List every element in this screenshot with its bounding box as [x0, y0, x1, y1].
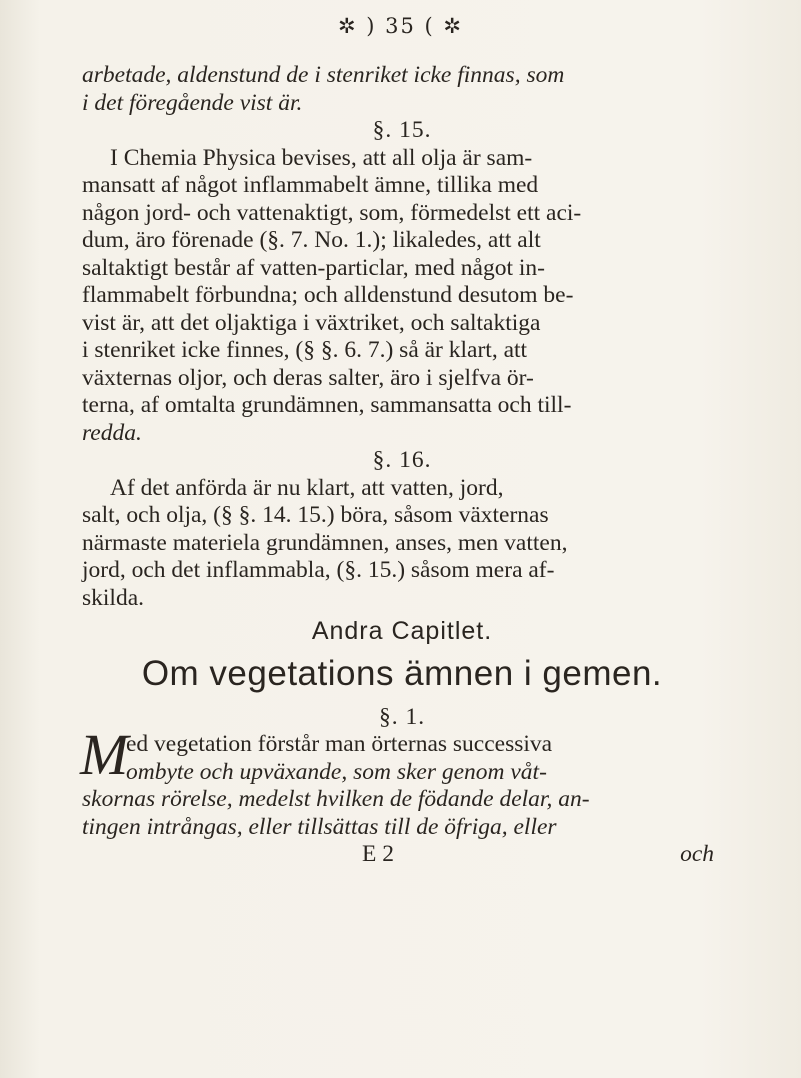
- text-line: växternas oljor, och deras salter, äro i sjelfva ör-: [82, 364, 534, 391]
- text-line: närmaste materiela grundämnen, anses, men vatten,: [82, 529, 568, 556]
- text-line: jord, och det inflammabla, (§. 15.) såsom mera af-: [82, 557, 555, 583]
- drop-capital: M: [80, 722, 129, 787]
- text-line: i stenriket icke finnes, (§ §. 6. 7.) så är klart, att: [82, 337, 528, 363]
- page-header: ✲ ) 35 ( ✲: [338, 14, 463, 38]
- text-line: terna, af omtalta grundämnen, sammansatta och till-: [82, 392, 572, 418]
- text-line: salt, och olja, (§ §. 14. 15.) böra, såsom växternas: [82, 502, 549, 528]
- text-line: saltaktigt består af vatten-particlar, med något in-: [82, 254, 546, 281]
- text-line: tingen intrångas, eller tillsättas till de öfriga, eller: [82, 813, 557, 840]
- text-line: mansatt af något inflammabelt ämne, tillika med: [82, 172, 539, 198]
- page-footer: [82, 841, 722, 869]
- chapter-subheading: Andra Capitlet.: [311, 617, 493, 645]
- catchword: och: [680, 841, 714, 867]
- section-heading-15: §. 15.: [372, 117, 432, 143]
- text-line: vist är, att det oljaktiga i växtriket, och saltaktiga: [82, 309, 541, 336]
- text-line: skornas rörelse, medelst hvilken de födande delar, an-: [82, 786, 590, 812]
- text-line: flammabelt förbundna; och alldenstund desutom be-: [82, 282, 574, 308]
- section-heading-1: §. 1.: [378, 703, 426, 730]
- body-text: [82, 62, 722, 869]
- text-line: skilda.: [82, 584, 145, 611]
- text-line: ombyte och upväxande, som sker genom våt-: [126, 758, 547, 785]
- text-line: arbetade, aldenstund de i stenriket icke finnas, som: [82, 62, 565, 88]
- chapter-title: Om vegetations ämnen i gemen.: [141, 653, 663, 693]
- text-line: I Chemia Physica bevises, att all olja är sam-: [110, 144, 533, 171]
- text-line: ed vegetation förstår man örternas successiva: [126, 731, 553, 757]
- section-heading-16: §. 16.: [372, 447, 432, 473]
- text-line: Af det anförda är nu klart, att vatten, jord,: [110, 474, 504, 501]
- text-line: redda.: [82, 419, 142, 446]
- text-line: någon jord- och vattenaktigt, som, förmedelst ett aci-: [82, 199, 582, 226]
- text-line: i det föregående vist är.: [82, 89, 303, 116]
- text-line: dum, äro förenade (§. 7. No. 1.); likaledes, att alt: [82, 227, 541, 253]
- signature-mark: E 2: [362, 841, 394, 867]
